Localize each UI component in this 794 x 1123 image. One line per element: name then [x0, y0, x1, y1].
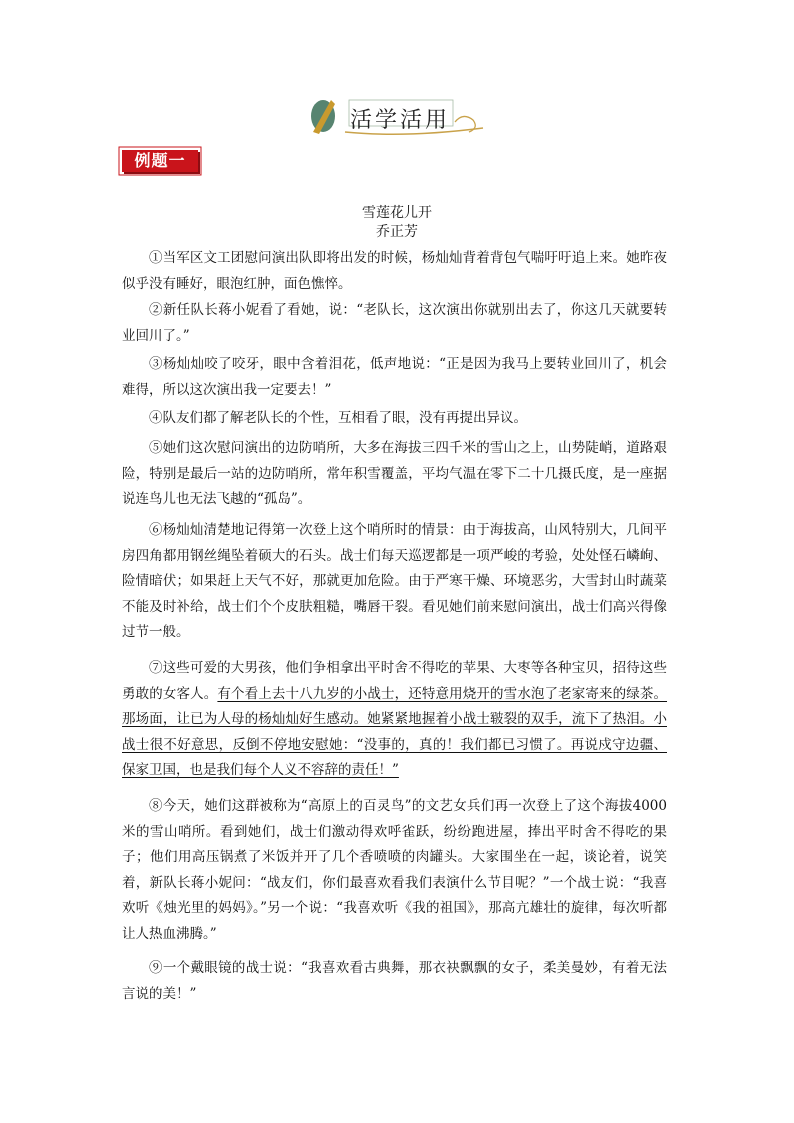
paragraph-1: ①当军区文工团慰问演出队即将出发的时候，杨灿灿背着背包气喘吁吁追上来。她昨夜似乎没有睡好，眼泡红肿，面色憔悴。	[122, 250, 667, 292]
underlined-passage: 有个看上去十八九岁的小战士，还特意用烧开的雪水泡了老家寄来的绿茶。那场面，让已为人母的杨灿灿好生感动。她紧紧地握着小战士皲裂的双手，流下了热泪。小战士很不好意思，反倒不停地安慰她：“没事的，真的！我们都已习惯了。再说戍守边疆、保家卫国，也是我们每个人义不容辞的责任！”	[122, 685, 668, 778]
paragraph-4: ④队友们都了解老队长的个性，互相看了眼，没有再提出异议。	[149, 410, 527, 426]
article-author: 乔正芳	[376, 224, 418, 240]
article-title: 雪莲花儿开	[362, 205, 432, 221]
paragraph-9: ⑨一个戴眼镜的战士说：“我喜欢看古典舞，那衣袂飘飘的女子，柔美曼妙，有着无法言说的美！”	[122, 960, 667, 1002]
section-banner-title: 活学活用	[350, 108, 451, 133]
paragraph-5: ⑤她们这次慰问演出的边防哨所，大多在海拔三四千米的雪山之上，山势陡峭，道路艰险，特别是最后一站的边防哨所，常年积雪覆盖，平均气温在零下二十几摄氏度，是一座据说连鸟儿也无法飞越的“孤岛”。	[122, 440, 667, 507]
paragraph-3: ③杨灿灿咬了咬牙，眼中含着泪花，低声地说：“正是因为我马上要转业回川了，机会难得，所以这次演出我一定要去！”	[122, 356, 667, 398]
paragraph-2: ②新任队长蒋小妮看了看她，说：“老队长，这次演出你就别出去了，你这几天就要转业回川了。”	[122, 302, 667, 344]
paragraph-6: ⑥杨灿灿清楚地记得第一次登上这个哨所时的情景：由于海拔高，山风特别大，几间平房四角都用钢丝绳坠着硕大的石头。战士们每天巡逻都是一项严峻的考验，处处怪石嶙峋、险情暗伏；如果赶上天气不好，那就更加危险。由于严寒干燥、环境恶劣，大雪封山时蔬菜不能及时补给，战士们个个皮肤粗糙，嘴唇干裂。看见她们前来慰问演出，战士们高兴得像过节一般。	[122, 522, 667, 640]
paragraph-8: ⑧今天，她们这群被称为“高原上的百灵鸟”的文艺女兵们再一次登上了这个海拔4000米的雪山哨所。看到她们，战士们激动得欢呼雀跃，纷纷跑进屋，捧出平时舍不得吃的果子；他们用高压锅煮了米饭并开了几个香喷喷的肉罐头。大家围坐在一起，谈论着，说笑着，新队长蒋小妮问：“战友们，你们最喜欢看我们表演什么节目呢？”一个战士说：“我喜欢听《烛光里的妈妈》。”另一个说：“我喜欢听《我的祖国》，那高亢雄壮的旋律，每次听都让人热血沸腾。”	[122, 798, 667, 942]
example-label: 例题一	[122, 150, 198, 172]
paragraph-7	[122, 656, 667, 784]
paragraph-7-text: ⑦这些可爱的大男孩，他们争相拿出平时舍不得吃的苹果、大枣等各种宝贝，招待这些勇敢的女客人。	[122, 660, 667, 702]
